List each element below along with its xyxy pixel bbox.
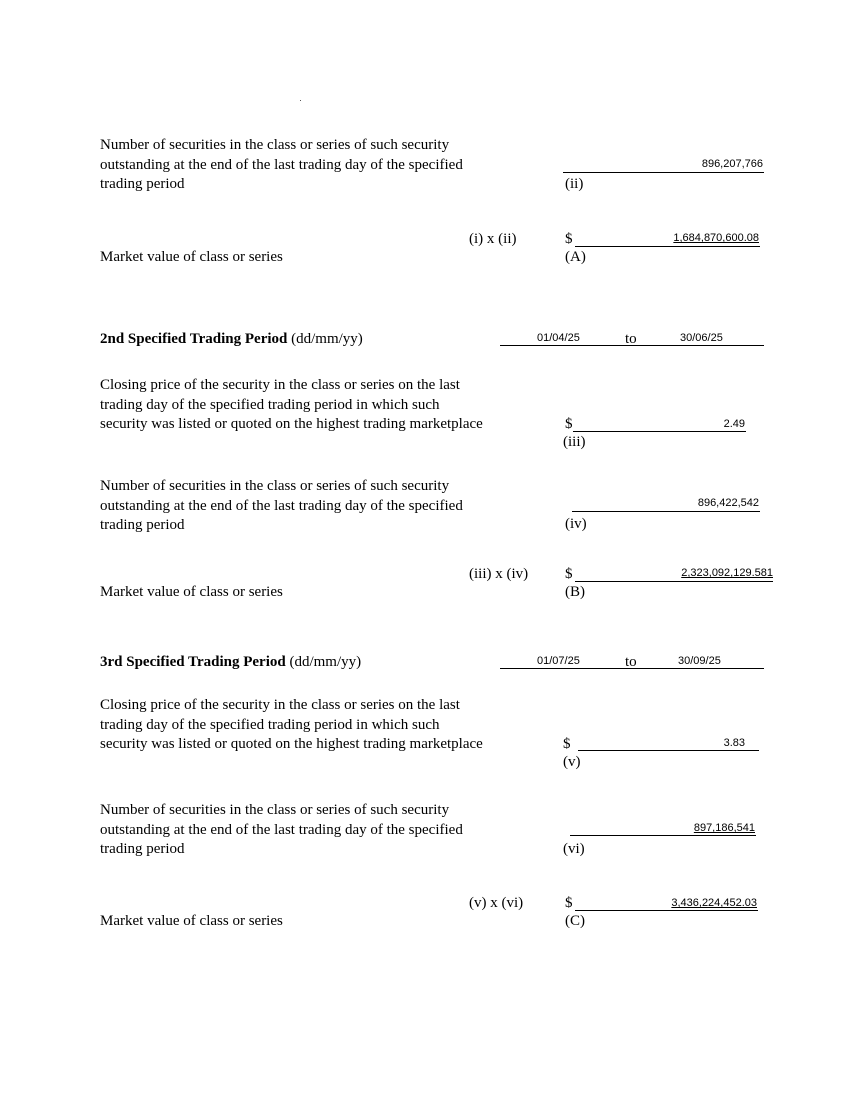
closing-price-value-2: 2.49 (723, 418, 745, 430)
dollar-sign-1: $ (565, 231, 573, 247)
outstanding-line-2 (572, 511, 760, 512)
market-ref-2: (B) (565, 584, 585, 600)
closing-price-label-3: Closing price of the security in the class or series on the last trading day of the specified trading period in which such security was listed or quoted on the highest trading marketplace (100, 697, 483, 752)
dollar-sign-2a: $ (565, 416, 573, 432)
dollar-sign-3b: $ (565, 895, 573, 911)
section-heading-2 (100, 330, 363, 350)
section-heading-2-format: (dd/mm/yy) (287, 331, 363, 347)
outstanding-line-1 (563, 172, 764, 173)
outstanding-label-3: Number of securities in the class or series of such security outstanding at the end of the last trading day of the specified trading period (100, 802, 463, 857)
to-label-2: to (625, 331, 637, 347)
section-heading-2-bold: 2nd Specified Trading Period (100, 331, 288, 347)
to-date-2: 30/06/25 (680, 332, 723, 344)
to-label-3: to (625, 654, 637, 670)
outstanding-line-3 (570, 835, 756, 836)
outstanding-value-3: 897,186,541 (693, 822, 755, 834)
market-ref-1: (A) (565, 249, 586, 265)
market-ref-3: (C) (565, 913, 585, 929)
formula-2: (iii) x (iv) (469, 566, 529, 582)
formula-3: (v) x (vi) (469, 895, 524, 911)
market-value-1: 1,684,870,600.08 (673, 232, 759, 244)
outstanding-label-2: Number of securities in the class or series of such security outstanding at the end of the last trading day of the specified trading period (100, 478, 463, 533)
outstanding-ref-2: (iv) (565, 516, 587, 532)
stray-mark (300, 100, 301, 101)
closing-price-ref-3: (v) (563, 754, 581, 770)
outstanding-label-1: Number of securities in the class or series of such security outstanding at the end of the last trading day of the specified trading period (100, 137, 463, 192)
dollar-sign-3a: $ (563, 736, 571, 752)
to-date-3: 30/09/25 (678, 655, 721, 667)
outstanding-value-1: 896,207,766 (701, 158, 763, 170)
section-heading-3-bold: 3rd Specified Trading Period (100, 654, 286, 670)
closing-price-ref-2: (iii) (563, 434, 586, 450)
from-date-3: 01/07/25 (537, 655, 580, 667)
closing-price-line-3 (578, 750, 759, 751)
market-value-line-3 (575, 910, 758, 911)
closing-price-value-3: 3.83 (723, 737, 745, 749)
market-value-label-3: Market value of class or series (100, 913, 283, 929)
market-value-3: 3,436,224,452.03 (671, 897, 757, 909)
closing-price-line-2 (573, 431, 746, 432)
outstanding-value-2: 896,422,542 (697, 497, 759, 509)
section-heading-3 (100, 653, 361, 673)
section-heading-3-format: (dd/mm/yy) (285, 654, 362, 670)
market-value-line-1 (575, 246, 760, 247)
market-value-line-2 (575, 581, 773, 582)
outstanding-ref-3: (vi) (563, 841, 585, 857)
closing-price-label-2: Closing price of the security in the class or series on the last trading day of the specified trading period in which such security was listed or quoted on the highest trading marketplace (100, 377, 483, 432)
market-value-label-2: Market value of class or series (100, 584, 283, 600)
from-date-2: 01/04/25 (537, 332, 580, 344)
formula-1: (i) x (ii) (469, 231, 517, 247)
dollar-sign-2b: $ (565, 566, 573, 582)
market-value-2: 2,323,092,129.581 (681, 567, 773, 579)
market-value-label-1: Market value of class or series (100, 249, 283, 265)
outstanding-ref-1: (ii) (565, 176, 584, 192)
